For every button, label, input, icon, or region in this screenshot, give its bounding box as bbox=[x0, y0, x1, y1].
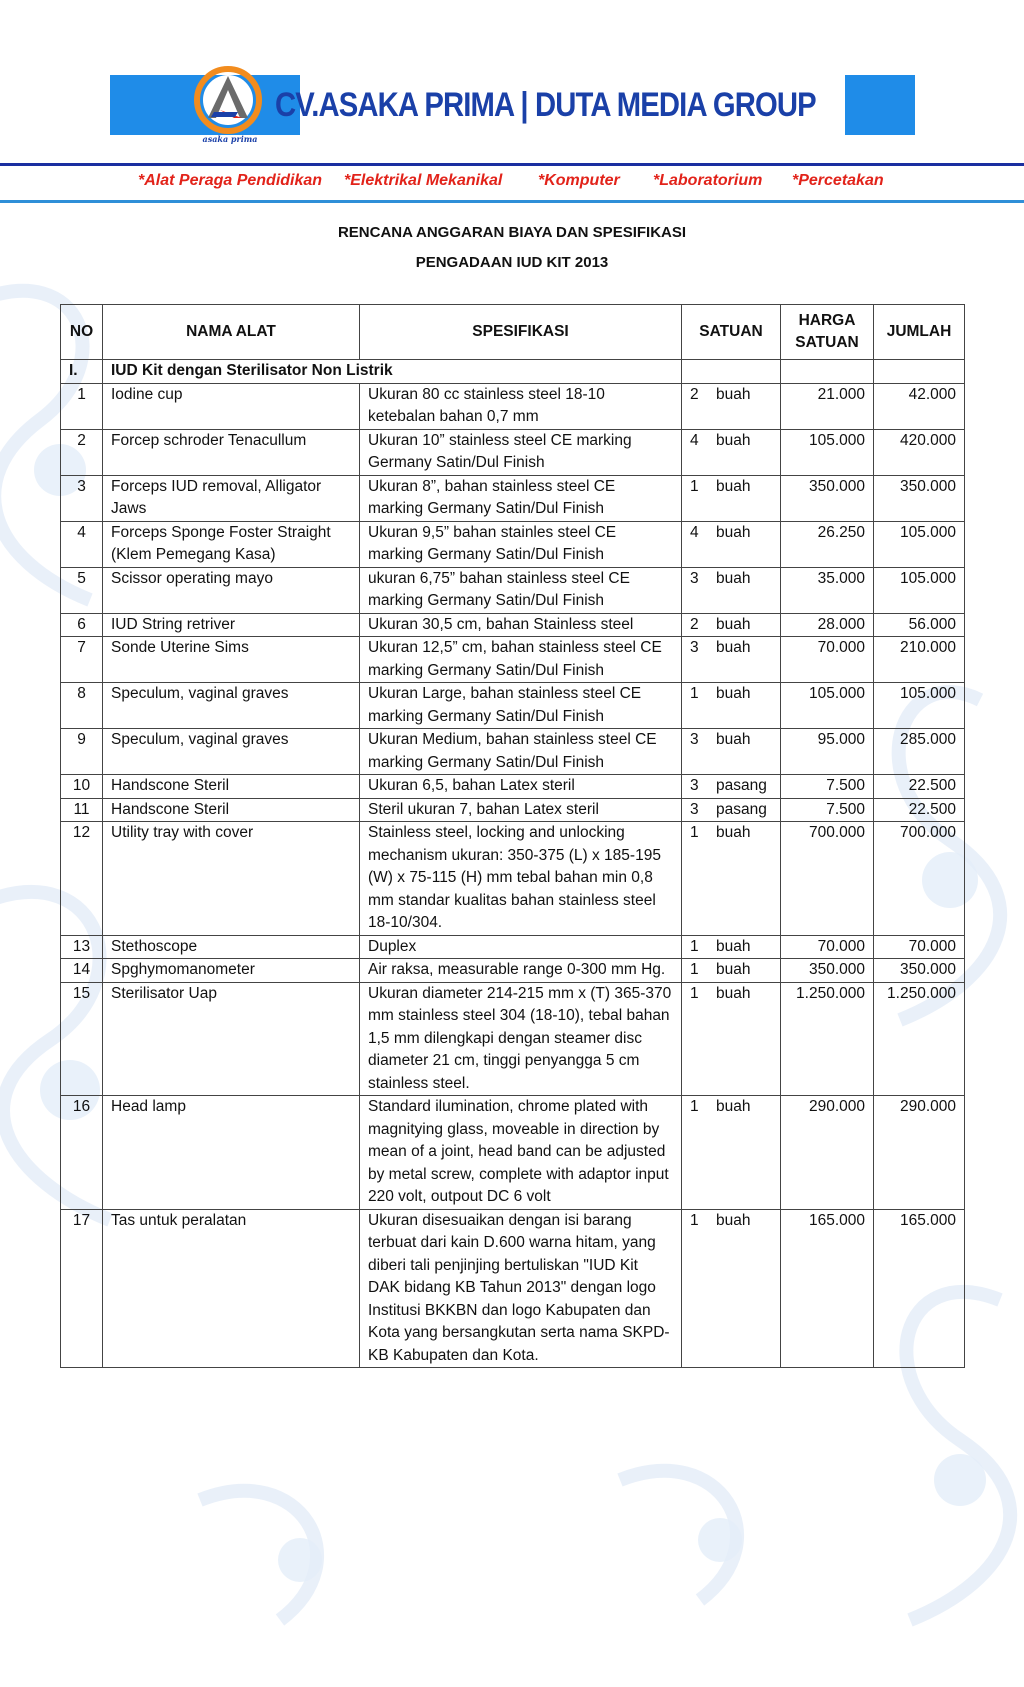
quantity: 4 bbox=[690, 431, 699, 449]
table-row bbox=[61, 982, 965, 1096]
cell-no: 14 bbox=[61, 959, 103, 983]
cell-jumlah: 350.000 bbox=[874, 475, 965, 521]
cell-spesifikasi: Air raksa, measurable range 0-300 mm Hg. bbox=[360, 959, 682, 983]
cell-no: 16 bbox=[61, 1096, 103, 1210]
cell-spesifikasi: Ukuran Medium, bahan stainless steel CE marking Germany Satin/Dul Finish bbox=[360, 729, 682, 775]
table-row bbox=[61, 959, 965, 983]
cell-spesifikasi: Stainless steel, locking and unlocking mechanism ukuran: 350-375 (L) x 185-195 (W) x 75-115 (H) mm tebal bahan min 0,8 mm standar kualitas bahan stainless steel 18-10/304. bbox=[360, 822, 682, 936]
cell-no: 6 bbox=[61, 613, 103, 637]
unit: buah bbox=[716, 1098, 751, 1115]
unit: buah bbox=[716, 615, 751, 633]
unit: buah bbox=[716, 431, 751, 449]
service-item: *Alat Peraga Pendidikan bbox=[138, 172, 323, 189]
table-row bbox=[61, 383, 965, 429]
cell-jumlah: 165.000 bbox=[874, 1209, 965, 1368]
cell-nama-alat: Speculum, vaginal graves bbox=[103, 729, 360, 775]
cell-jumlah: 105.000 bbox=[874, 521, 965, 567]
cell-satuan bbox=[682, 429, 781, 475]
cell-jumlah: 210.000 bbox=[874, 637, 965, 683]
quantity: 3 bbox=[690, 639, 699, 656]
cell-spesifikasi: Ukuran Large, bahan stainless steel CE marking Germany Satin/Dul Finish bbox=[360, 683, 682, 729]
cell-spesifikasi: Duplex bbox=[360, 935, 682, 959]
quantity: 4 bbox=[690, 523, 699, 541]
unit: buah bbox=[716, 961, 751, 978]
cell-satuan bbox=[682, 775, 781, 799]
service-item: *Percetakan bbox=[792, 172, 884, 189]
quantity: 1 bbox=[690, 477, 699, 495]
cell-satuan bbox=[682, 613, 781, 637]
unit: buah bbox=[716, 1211, 751, 1229]
cell-harga-satuan: 1.250.000 bbox=[781, 982, 874, 1096]
section-row bbox=[61, 360, 965, 384]
logo-caption: asaka prima bbox=[202, 134, 258, 144]
cell-satuan bbox=[682, 475, 781, 521]
unit: buah bbox=[716, 937, 751, 955]
cell-jumlah: 105.000 bbox=[874, 683, 965, 729]
cell-satuan bbox=[682, 1096, 781, 1210]
cell-nama-alat: Speculum, vaginal graves bbox=[103, 683, 360, 729]
cell-jumlah: 56.000 bbox=[874, 613, 965, 637]
unit: buah bbox=[716, 639, 751, 656]
cell-harga-satuan: 26.250 bbox=[781, 521, 874, 567]
cell-spesifikasi: Ukuran 6,5, bahan Latex steril bbox=[360, 775, 682, 799]
section-number: I. bbox=[61, 360, 103, 384]
cell-jumlah: 105.000 bbox=[874, 567, 965, 613]
cell-nama-alat: Sterilisator Uap bbox=[103, 982, 360, 1096]
table-body bbox=[61, 360, 965, 1368]
cell-no: 3 bbox=[61, 475, 103, 521]
table-row bbox=[61, 475, 965, 521]
cell-jumlah: 290.000 bbox=[874, 1096, 965, 1210]
quantity: 1 bbox=[690, 1211, 699, 1229]
cell-no: 13 bbox=[61, 935, 103, 959]
cell-nama-alat: Tas untuk peralatan bbox=[103, 1209, 360, 1368]
cell-nama-alat: Utility tray with cover bbox=[103, 822, 360, 936]
cell-harga-satuan: 95.000 bbox=[781, 729, 874, 775]
cell-no: 2 bbox=[61, 429, 103, 475]
cell-nama-alat: Spghymomanometer bbox=[103, 959, 360, 983]
quantity: 2 bbox=[690, 385, 699, 403]
unit: buah bbox=[716, 731, 751, 748]
cell-spesifikasi: Ukuran 80 cc stainless steel 18-10 ketebalan bahan 0,7 mm bbox=[360, 383, 682, 429]
cell-harga-satuan: 350.000 bbox=[781, 959, 874, 983]
table-row bbox=[61, 521, 965, 567]
cell-satuan bbox=[682, 637, 781, 683]
quantity: 1 bbox=[690, 685, 699, 702]
cell-jumlah: 1.250.000 bbox=[874, 982, 965, 1096]
table-header-row bbox=[61, 305, 965, 360]
cell-no: 12 bbox=[61, 822, 103, 936]
cell-spesifikasi: Steril ukuran 7, bahan Latex steril bbox=[360, 798, 682, 822]
cell-nama-alat: Head lamp bbox=[103, 1096, 360, 1210]
quantity: 3 bbox=[690, 731, 699, 748]
col-header-harga: HARGA SATUAN bbox=[781, 305, 874, 360]
quantity: 2 bbox=[690, 615, 699, 633]
col-header-spesifikasi: SPESIFIKASI bbox=[360, 305, 682, 360]
budget-table bbox=[60, 304, 965, 1368]
cell-satuan bbox=[682, 822, 781, 936]
unit: pasang bbox=[716, 777, 767, 794]
cell-satuan bbox=[682, 798, 781, 822]
service-item: *Elektrikal Mekanikal bbox=[344, 172, 503, 189]
cell-harga-satuan: 700.000 bbox=[781, 822, 874, 936]
table-row bbox=[61, 567, 965, 613]
company-logo bbox=[194, 66, 262, 134]
unit: buah bbox=[716, 984, 751, 1002]
cell-jumlah: 285.000 bbox=[874, 729, 965, 775]
col-header-no: NO bbox=[61, 305, 103, 360]
cell-satuan bbox=[682, 982, 781, 1096]
divider-bottom bbox=[0, 200, 1024, 203]
cell-jumlah: 700.000 bbox=[874, 822, 965, 936]
unit: buah bbox=[716, 385, 751, 403]
document-title: RENCANA ANGGARAN BIAYA DAN SPESIFIKASI bbox=[337, 224, 687, 241]
cell-nama-alat: Stethoscope bbox=[103, 935, 360, 959]
quantity: 1 bbox=[690, 984, 699, 1002]
cell-harga-satuan: 165.000 bbox=[781, 1209, 874, 1368]
cell-no: 9 bbox=[61, 729, 103, 775]
unit: pasang bbox=[716, 800, 767, 818]
company-name: CV.ASAKA PRIMA | DUTA MEDIA GROUP bbox=[275, 86, 816, 124]
cell-spesifikasi: Ukuran 9,5” bahan stainles steel CE marking Germany Satin/Dul Finish bbox=[360, 521, 682, 567]
cell-harga-satuan: 350.000 bbox=[781, 475, 874, 521]
col-header-nama: NAMA ALAT bbox=[103, 305, 360, 360]
cell-jumlah: 350.000 bbox=[874, 959, 965, 983]
quantity: 1 bbox=[690, 937, 699, 955]
cell-no: 17 bbox=[61, 1209, 103, 1368]
cell-jumlah: 22.500 bbox=[874, 798, 965, 822]
col-header-satuan: SATUAN bbox=[682, 305, 781, 360]
cell-satuan bbox=[682, 683, 781, 729]
cell-harga-satuan: 7.500 bbox=[781, 798, 874, 822]
cell-spesifikasi: Standard ilumination, chrome plated with magnitying glass, moveable in direction by mean of a joint, head band can be adjusted by metal screw, complete with adaptor input 220 volt, outpout DC 6 volt bbox=[360, 1096, 682, 1210]
table-row bbox=[61, 822, 965, 936]
table-row bbox=[61, 1096, 965, 1210]
cell-satuan bbox=[682, 383, 781, 429]
unit: buah bbox=[716, 477, 751, 495]
table-row bbox=[61, 775, 965, 799]
cell-nama-alat: Forceps Sponge Foster Straight (Klem Pemegang Kasa) bbox=[103, 521, 360, 567]
cell-no: 11 bbox=[61, 798, 103, 822]
cell-spesifikasi: Ukuran 8”, bahan stainless steel CE marking Germany Satin/Dul Finish bbox=[360, 475, 682, 521]
cell-jumlah: 42.000 bbox=[874, 383, 965, 429]
cell-no: 5 bbox=[61, 567, 103, 613]
unit: buah bbox=[716, 824, 751, 841]
unit: buah bbox=[716, 523, 751, 541]
cell-no: 10 bbox=[61, 775, 103, 799]
unit: buah bbox=[716, 685, 751, 702]
service-item: *Laboratorium bbox=[653, 172, 763, 189]
quantity: 3 bbox=[690, 569, 699, 587]
cell-nama-alat: IUD String retriver bbox=[103, 613, 360, 637]
table-row bbox=[61, 613, 965, 637]
cell-satuan bbox=[682, 521, 781, 567]
cell-spesifikasi: Ukuran 12,5” cm, bahan stainless steel CE marking Germany Satin/Dul Finish bbox=[360, 637, 682, 683]
cell-satuan bbox=[682, 729, 781, 775]
cell-nama-alat: Forcep schroder Tenacullum bbox=[103, 429, 360, 475]
cell-harga-satuan: 28.000 bbox=[781, 613, 874, 637]
table-row bbox=[61, 1209, 965, 1368]
cell-nama-alat: Forceps IUD removal, Alligator Jaws bbox=[103, 475, 360, 521]
cell-jumlah: 22.500 bbox=[874, 775, 965, 799]
quantity: 1 bbox=[690, 1098, 699, 1115]
quantity: 3 bbox=[690, 800, 699, 818]
table-row bbox=[61, 729, 965, 775]
unit: buah bbox=[716, 569, 751, 587]
cell-jumlah: 70.000 bbox=[874, 935, 965, 959]
cell-no: 7 bbox=[61, 637, 103, 683]
cell-nama-alat: Iodine cup bbox=[103, 383, 360, 429]
cell-satuan bbox=[682, 1209, 781, 1368]
document-subtitle: PENGADAAN IUD KIT 2013 bbox=[415, 254, 609, 271]
cell-nama-alat: Handscone Steril bbox=[103, 775, 360, 799]
table-row bbox=[61, 429, 965, 475]
cell-no: 8 bbox=[61, 683, 103, 729]
col-header-jumlah: JUMLAH bbox=[874, 305, 965, 360]
services-strip bbox=[0, 172, 1024, 196]
divider-top bbox=[0, 163, 1024, 166]
cell-harga-satuan: 105.000 bbox=[781, 429, 874, 475]
cell-satuan bbox=[682, 935, 781, 959]
quantity: 1 bbox=[690, 824, 699, 841]
cell-no: 4 bbox=[61, 521, 103, 567]
cell-no: 15 bbox=[61, 982, 103, 1096]
table-row bbox=[61, 935, 965, 959]
cell-spesifikasi: ukuran 6,75” bahan stainless steel CE marking Germany Satin/Dul Finish bbox=[360, 567, 682, 613]
cell-harga-satuan: 290.000 bbox=[781, 1096, 874, 1210]
table-row bbox=[61, 798, 965, 822]
cell-nama-alat: Handscone Steril bbox=[103, 798, 360, 822]
section-label: IUD Kit dengan Sterilisator Non Listrik bbox=[103, 360, 682, 384]
cell-nama-alat: Scissor operating mayo bbox=[103, 567, 360, 613]
cell-harga-satuan: 35.000 bbox=[781, 567, 874, 613]
cell-satuan bbox=[682, 959, 781, 983]
cell-spesifikasi: Ukuran disesuaikan dengan isi barang terbuat dari kain D.600 warna hitam, yang diberi tali penjinjing bertuliskan "IUD Kit DAK bidang KB Tahun 2013" dengan logo Institusi BKKBN dan logo Kabupaten dan Kota yang bersangkutan serta nama SKPD-KB Kabupaten dan Kota. bbox=[360, 1209, 682, 1368]
cell-spesifikasi: Ukuran diameter 214-215 mm x (T) 365-370 mm stainless steel 304 (18-10), tebal bahan 1,5 mm dilengkapi dengan steamer disc diameter 21 cm, tinggi penyangga 5 cm stainless steel. bbox=[360, 982, 682, 1096]
cell-harga-satuan: 70.000 bbox=[781, 637, 874, 683]
cell-harga-satuan: 7.500 bbox=[781, 775, 874, 799]
cell-nama-alat: Sonde Uterine Sims bbox=[103, 637, 360, 683]
cell-harga-satuan: 70.000 bbox=[781, 935, 874, 959]
cell-satuan bbox=[682, 567, 781, 613]
table-row bbox=[61, 637, 965, 683]
cell-spesifikasi: Ukuran 30,5 cm, bahan Stainless steel bbox=[360, 613, 682, 637]
cell-harga-satuan: 21.000 bbox=[781, 383, 874, 429]
quantity: 1 bbox=[690, 961, 699, 978]
quantity: 3 bbox=[690, 777, 699, 794]
cell-no: 1 bbox=[61, 383, 103, 429]
table-row bbox=[61, 683, 965, 729]
service-item: *Komputer bbox=[538, 172, 620, 189]
cell-harga-satuan: 105.000 bbox=[781, 683, 874, 729]
cell-spesifikasi: Ukuran 10” stainless steel CE marking Germany Satin/Dul Finish bbox=[360, 429, 682, 475]
cell-jumlah: 420.000 bbox=[874, 429, 965, 475]
